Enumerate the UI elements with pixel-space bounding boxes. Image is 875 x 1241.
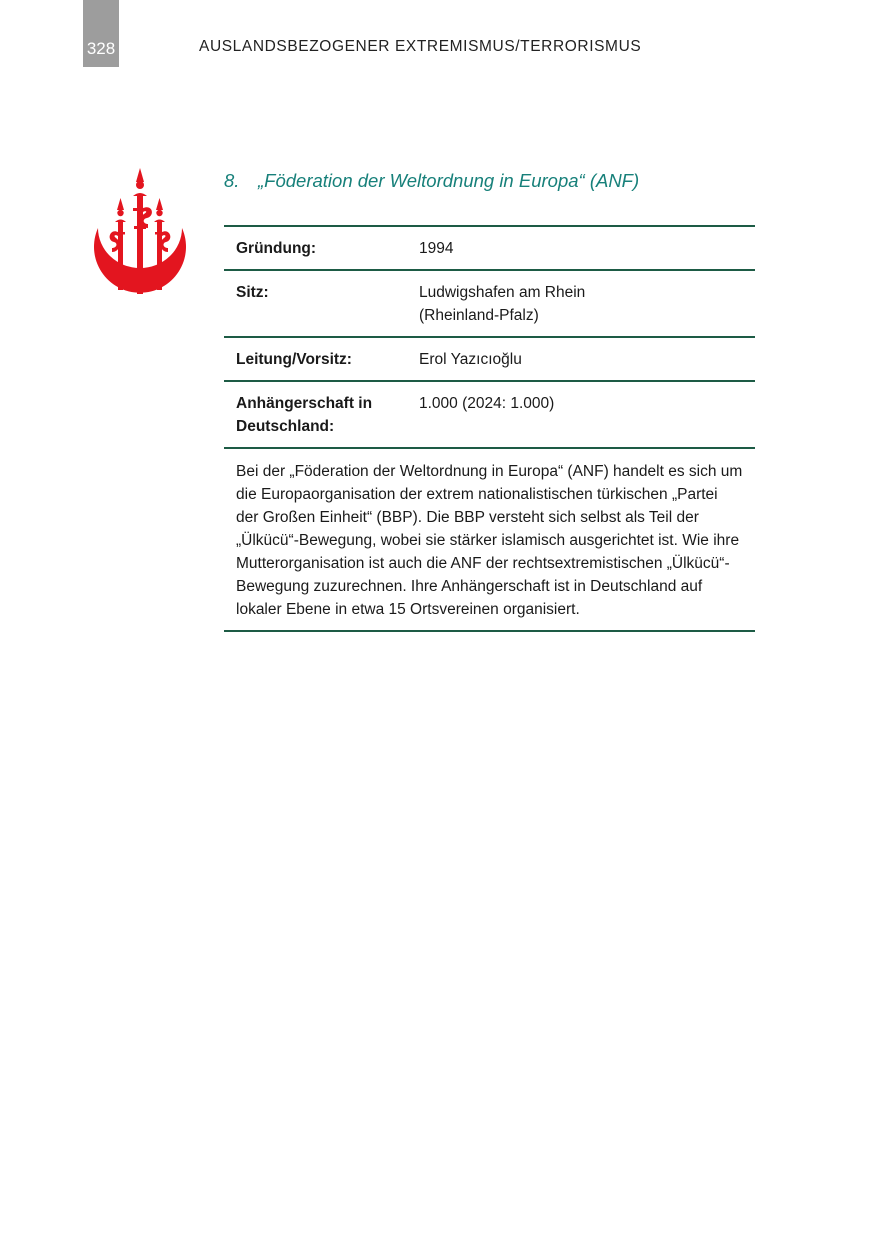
fact-label: Anhängerschaft in Deutschland:	[236, 395, 373, 435]
fact-row-founding	[224, 227, 755, 271]
section-heading	[224, 170, 639, 192]
section-number: 8.	[224, 170, 240, 191]
fact-label: Leitung/Vorsitz:	[236, 351, 352, 368]
running-header: AUSLANDSBEZOGENER EXTREMISMUS/TERRORISMUS	[199, 38, 642, 55]
fact-row-followers	[224, 382, 755, 449]
organization-fact-table	[224, 225, 755, 632]
fact-row-leadership	[224, 338, 755, 382]
fact-value: 1.000 (2024: 1.000)	[419, 395, 555, 412]
organization-description: Bei der „Föderation der Weltordnung in Europa“ (ANF) handelt es sich um die Europaorganisation der extrem nationalistischen türkischen „Partei der Großen Einheit“ (BBP). Die BBP versteht sich selbst als Teil der „Ülkücü“-Bewegung, wobei sie stärker islamisch ausgerichtet ist. Wie ihre Mutterorganisation ist auch die ANF der rechtsextremistischen „Ülkücü“-Bewegung zuzurechnen. Ihre Anhängerschaft ist in Deutschland auf lokaler Ebene in etwa 15 Ortsvereinen organisiert.	[224, 449, 755, 632]
anf-logo-icon	[84, 166, 196, 324]
section-title: „Föderation der Weltordnung in Europa“ (ANF)	[258, 170, 640, 191]
fact-label: Gründung:	[236, 240, 317, 257]
fact-value: 1994	[419, 240, 454, 257]
fact-value: Ludwigshafen am Rhein (Rheinland-Pfalz)	[419, 284, 586, 324]
fact-row-seat	[224, 271, 755, 338]
fact-label: Sitz:	[236, 284, 269, 301]
page-number: 328	[83, 0, 119, 67]
fact-value: Erol Yazıcıoğlu	[419, 351, 522, 368]
